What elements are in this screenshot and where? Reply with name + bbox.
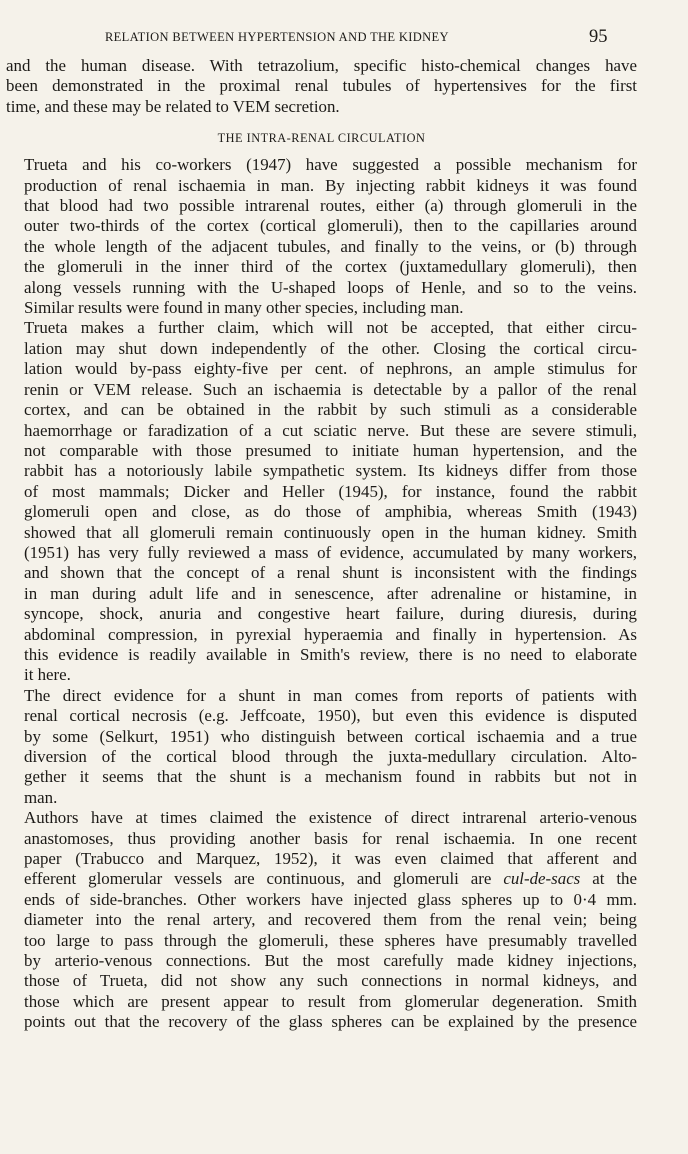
running-head-title: RELATION BETWEEN HYPERTENSION AND THE KIDNEY <box>105 30 449 44</box>
page-number: 95 <box>589 27 608 47</box>
text-line: abdominal compression, in pyrexial hyperaemia and finally in hypertension. As <box>24 624 637 644</box>
text-line: not comparable with those presumed to initiate human hypertension, and the <box>24 440 637 460</box>
text-line: The direct evidence for a shunt in man comes from reports of patients with <box>24 685 637 705</box>
text-line: lation would by-pass eighty-five per cent. of nephrons, an ample stimulus for <box>24 359 637 379</box>
text-line: in man during adult life and in senescence, after adrenaline or histamine, in <box>24 583 637 603</box>
paragraph-anastomoses <box>6 808 637 1032</box>
text-line: too large to pass through the glomeruli, these spheres have presumably travelled <box>24 930 637 950</box>
text-line: and shown that the concept of a renal shunt is inconsistent with the findings <box>24 563 637 583</box>
text-line: diameter into the renal artery, and recovered them from the renal vein; being <box>24 910 637 930</box>
italic-term: cul-de-sacs <box>503 869 581 889</box>
text-line: along vessels running with the U-shaped loops of Henle, and so to the veins. <box>24 277 637 297</box>
text-line: those which are present appear to result from glomerular degeneration. Smith <box>24 991 637 1011</box>
text-line: renal cortical necrosis (e.g. Jeffcoate, 1950), but even this evidence is disputed <box>24 706 637 726</box>
text-line: by some (Selkurt, 1951) who distinguish between cortical ischaemia and a true <box>24 726 637 746</box>
text-line: showed that all glomeruli remain continuously open in the human kidney. Smith <box>24 522 637 542</box>
text-line: outer two-thirds of the cortex (cortical glomeruli), then to the capillaries around <box>24 216 637 236</box>
text-line: (1951) has very fully reviewed a mass of evidence, accumulated by many workers, <box>24 542 637 562</box>
text-line: cortex, and can be obtained in the rabbit by such stimuli as a considerable <box>24 400 637 420</box>
paragraph-direct-evidence <box>6 686 637 808</box>
text-run: at the <box>580 869 637 889</box>
text-line: Trueta and his co-workers (1947) have suggested a possible mechanism for <box>24 155 637 175</box>
running-head <box>0 24 688 52</box>
text-line: diversion of the cortical blood through the juxta-medullary circulation. Alto- <box>24 747 637 766</box>
text-line: anastomoses, thus providing another basis for renal ischaemia. In one recent <box>24 828 637 848</box>
text-line: gether it seems that the shunt is a mechanism found in rabbits but not in <box>24 767 637 787</box>
text-line: syncope, shock, anuria and congestive heart failure, during diuresis, during <box>24 604 637 624</box>
text-line: paper (Trabucco and Marquez, 1952), it was even claimed that afferent and <box>24 849 637 869</box>
text-line: and the human disease. With tetrazolium, specific histo-chemical changes have <box>6 56 637 75</box>
section-heading: THE INTRA-RENAL CIRCULATION <box>217 131 426 146</box>
text-line: Authors have at times claimed the existence of direct intrarenal arterio-venous <box>24 808 637 828</box>
text-line: glomeruli open and close, as do those of amphibia, whereas Smith (1943) <box>24 502 637 522</box>
text-line: the glomeruli in the inner third of the cortex (juxtamedullary glomeruli), then <box>24 257 637 277</box>
text-run: efferent glomerular vessels are continuous, and glomeruli are <box>24 869 504 889</box>
text-line: renin or VEM release. Such an ischaemia is detectable by a pallor of the renal <box>24 379 637 399</box>
text-line: Trueta makes a further claim, which will not be accepted, that either circu- <box>24 318 637 338</box>
text-line: it here. <box>24 665 71 685</box>
text-line: haemorrhage or faradization of a cut sciatic nerve. But these are severe stimuli, <box>24 420 637 440</box>
text-line: points out that the recovery of the glass spheres can be explained by the presence <box>24 1012 637 1032</box>
body-text <box>6 56 637 1033</box>
text-line: of most mammals; Dicker and Heller (1945), for instance, found the rabbit <box>24 481 637 501</box>
text-line: ends of side-branches. Other workers have injected glass spheres up to 0·4 mm. <box>24 889 637 909</box>
text-line: Similar results were found in many other species, including man. <box>24 298 464 318</box>
text-line: this evidence is readily available in Smith's review, there is no need to elaborate <box>24 644 637 664</box>
text-line <box>6 869 637 889</box>
text-line: production of renal ischaemia in man. By injecting rabbit kidneys it was found <box>24 175 637 195</box>
text-line: those of Trueta, did not show any such connections in normal kidneys, and <box>24 971 637 991</box>
continued-paragraph <box>6 56 637 117</box>
text-line: time, and these may be related to VEM secretion. <box>6 96 340 116</box>
text-line: lation may shut down independently of the other. Closing the cortical circu- <box>24 338 637 358</box>
text-line: that blood had two possible intrarenal routes, either (a) through glomeruli in the <box>24 196 637 216</box>
text-line: man. <box>24 787 58 807</box>
text-line: the whole length of the adjacent tubules, and finally to the veins, or (b) through <box>24 236 637 256</box>
paragraph-further-claim <box>6 318 637 685</box>
text-line: been demonstrated in the proximal renal tubules of hypertensives for the first <box>6 76 637 96</box>
text-line: by arterio-venous connections. But the most carefully made kidney injections, <box>24 951 637 971</box>
text-line: rabbit has a notoriously labile sympathetic system. Its kidneys differ from those <box>24 461 637 481</box>
paragraph-trueta-mechanism <box>6 155 637 318</box>
